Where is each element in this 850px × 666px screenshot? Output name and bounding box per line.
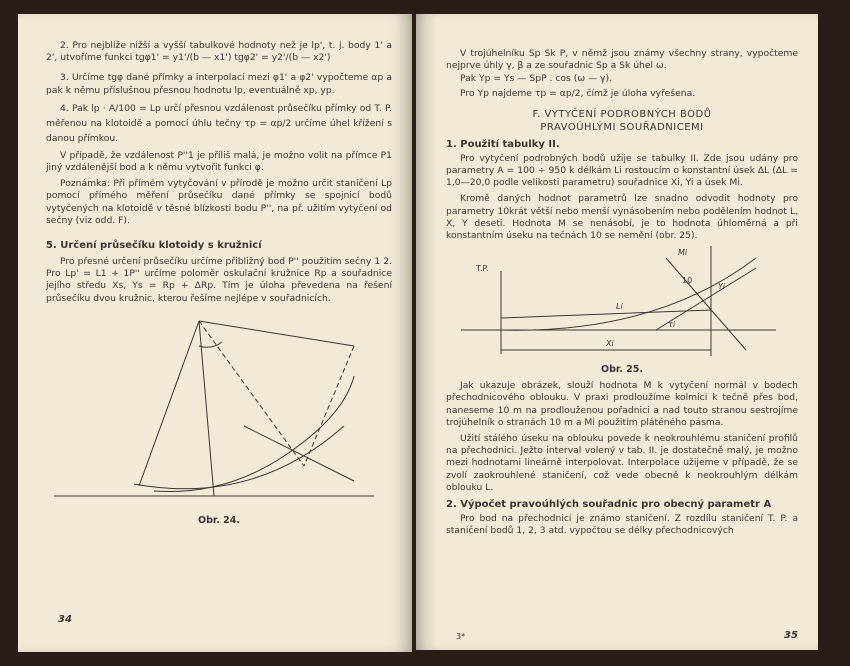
section-text: [446, 153, 798, 242]
label-x: Xi: [606, 339, 614, 349]
right-page: [416, 14, 818, 650]
paragraph: V trojúhelníku Sp Sk P, v němž jsou známy všechny strany, vypočteme nejprve úhly γ, β a ze souřadnic Sp a Sk úhel ω.: [446, 48, 798, 72]
chapter-subtitle: PRAVOÚHLÝMI SOUŘADNICEMI: [540, 121, 704, 133]
paragraph: V případě, že vzdálenost P''1 je příliš malá, je možno volit na přímce P1 jiný vzdálenější bod a k němu vytvořit funkci φ.: [46, 149, 392, 174]
left-text-block: [46, 40, 392, 227]
signature-mark: 3*: [456, 632, 466, 641]
left-page: [18, 14, 412, 652]
paragraph: 2. Pro nejblíže nižší a vyšší tabulkové hodnoty než je lp', t. j. body 1' a 2', utvoříme funkci tgφ1' = y1'/(b — x1') tgφ2' = y2'/(b — x2'): [46, 40, 392, 64]
right-flow: [446, 48, 798, 541]
label-tp: T.P.: [476, 264, 489, 274]
paragraph: 3. Určíme tgφ dané přímky a interpolací mezi φ1' a φ2' vypočteme αp a pak k němu příslušnou přesnou hodnotu lp, eventuálně xp, yp.: [46, 72, 392, 96]
paragraph: Kromě daných hodnot parametrů lze snadno odvodit hodnoty pro parametry 10krát větší nebo menší vynásobením nebo podělením hodnot L, X, Y deseti. Hodnota M se nenásobí, je to hodnota úhloměrná a při konstantním úseku na tečnách 10 se nemění (obr. 25).: [446, 193, 798, 242]
paragraph: Pro vytyčení podrobných bodů užije se tabulky II. Zde jsou udány pro parametry A = 100 ÷ 950 k délkám Li rostoucím o konstantní úsek ΔL (ΔL = 1,0—20,0 podle velikosti parametru) souřadnice Xi, Yi a úsek Mi.: [446, 152, 798, 189]
section-heading: 5. Určení průsečíku klotoidy s kružnicí: [46, 240, 262, 252]
paragraph: Pro přesné určení průsečíku určíme přibližný bod P'' použitím sečny 1 2. Pro Lp' = L1 + 1P'' určíme poloměr oskulační kružnice Rp a souřadnice jejího středu Xs, Ys = Rp + ΔRp. Tím je úloha převedena na řešení průsečíku dvou kružnic, kterou řešíme nejlépe v souřadnicích.: [46, 256, 392, 304]
label-y: Yi: [718, 282, 725, 292]
section-paragraph: [46, 256, 392, 305]
paragraph: Jak ukazuje obrázek, slouží hodnota M k vytyčení normál v bodech přechodnicového oblouku. V praxi prodloužíme kolmici k tečně přes bod, naneseme 10 m na prodlouženou pořadnici a nad touto stranou sestrojíme trojúhelník o stranách 10 m a Mi použitím pláténého pásma.: [446, 380, 798, 428]
figure-24: [54, 311, 384, 511]
left-flow: [46, 40, 392, 527]
clothoid-curve: [501, 258, 756, 330]
paragraph: Pak Yp = Ys — SpP . cos (ω — γ).: [460, 73, 613, 85]
paragraph: Pro Yp najdeme τp = αp/2, čímž je úloha vyřešena.: [460, 87, 696, 99]
label-ten: 10: [682, 276, 693, 286]
paragraph: Užití stálého úseku na oblouku povede k neokrouhlému staničení profilů na přechodnici. Ježto interval volený v tab. II. je dostatečně malý, je možno mezi hodnotami lineárně interpolovat. Interpolace užijeme v případě, že se zvolí zaokrouhlené staničení, což vede obecně k neokrouhlým délkám oblouku L.: [446, 433, 798, 493]
paragraph: Poznámka: Při přímém vytyčování v přírodě je možno určit staničení Lp pomocí přímého měření průsečíku dané přímky se spojnicí bodů vytyčených na klotoidě v těsné blízkosti bodu P'', na př. užitím vytyčení od sečny (viz odd. F).: [46, 178, 392, 226]
paragraph: Pro bod na přechodnici je známo staničení. Z rozdílu staničení T. P. a staničení bodů 1, 2, 3 atd. vypočtou se délky přechodnicových: [446, 513, 798, 537]
page-number: 34: [58, 614, 72, 625]
figure-25: [446, 246, 798, 364]
label-m: Mi: [678, 248, 688, 258]
label-tau: τi: [668, 320, 676, 330]
section-heading: 2. Výpočet pravoúhlých souřadnic pro obecný parametr A: [446, 499, 772, 511]
clothoid-curve: [154, 376, 354, 492]
page-number: 35: [784, 630, 798, 641]
paragraph: 4. Pak lp · A/100 = Lp určí přesnou vzdálenost průsečíku přímky od T. P. měřenou na klotoidě a pomocí úhlu tečny τp = αp/2 určíme úhel křížení s danou přímkou.: [46, 102, 392, 144]
chapter-title: F. VYTYČENÍ PODROBNÝCH BODŮ: [532, 108, 712, 120]
right-text-block: [446, 48, 798, 100]
section-text: [446, 513, 798, 537]
label-l: Li: [616, 302, 623, 312]
section-heading: 1. Použití tabulky II.: [446, 138, 560, 150]
figure-caption: Obr. 24.: [198, 514, 240, 526]
after-figure-text: [446, 380, 798, 494]
figure-caption: Obr. 25.: [601, 364, 643, 376]
